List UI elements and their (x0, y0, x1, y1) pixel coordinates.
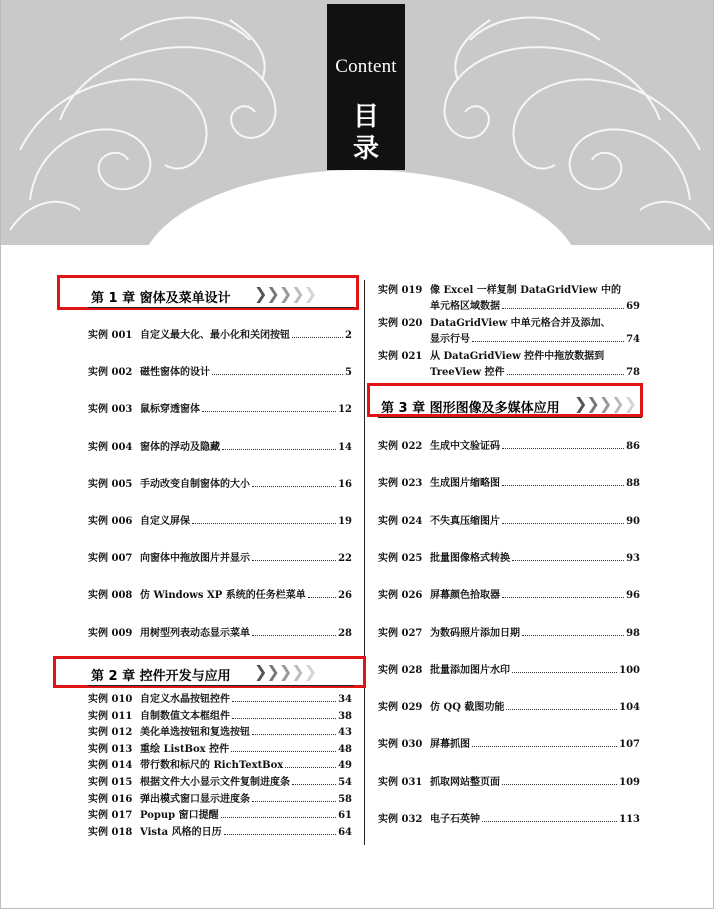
toc-entry[interactable] (88, 477, 352, 493)
entry-leader (502, 448, 624, 449)
entry-leader (192, 523, 336, 524)
entry-leader (308, 597, 336, 598)
chapter-1-rule (88, 307, 354, 308)
entry-number: 实例 013 (88, 743, 133, 755)
toc-entry[interactable] (88, 709, 352, 725)
toc-entry[interactable] (88, 725, 352, 741)
entry-page: 69 (626, 301, 640, 312)
entry-leader (252, 486, 336, 487)
entry-number: 实例 014 (88, 760, 133, 772)
entry-page: 104 (619, 702, 640, 714)
entry-number: 实例 030 (378, 739, 423, 751)
chapter-3-title: 第 3 章 图形图像及多媒体应用 (381, 401, 560, 416)
entry-title: 生成图片缩略图 (430, 478, 500, 490)
entry-number: 实例 021 (378, 351, 423, 362)
entry-number: 实例 017 (88, 810, 133, 822)
entry-title: 用树型列表动态显示菜单 (140, 627, 250, 639)
entry-title: 屏幕颜色拾取器 (430, 590, 500, 602)
entry-leader (502, 523, 624, 524)
entry-number: 实例 016 (88, 793, 133, 805)
entry-leader (507, 374, 624, 375)
chapter-2-heading[interactable] (88, 660, 354, 686)
entry-leader (212, 374, 343, 375)
toc-entry[interactable] (378, 476, 640, 492)
toc-entry[interactable] (378, 439, 640, 455)
entry-title: 根据文件大小显示文件复制进度条 (140, 777, 290, 788)
entry-title: 自制数值文本框组件 (140, 710, 230, 722)
toc-entry[interactable] (88, 825, 352, 841)
entry-page: 90 (626, 515, 640, 527)
entry-leader (202, 411, 336, 412)
entry-leader (502, 784, 617, 785)
entry-leader (252, 801, 336, 802)
entry-leader (221, 817, 336, 818)
entry-leader (472, 746, 617, 747)
title-chinese-2: 录 (352, 134, 379, 164)
toc-entry[interactable] (88, 514, 352, 530)
entry-title: 批量图像格式转换 (430, 552, 510, 564)
entry-page: 96 (626, 590, 640, 602)
toc-entry[interactable] (88, 758, 352, 774)
entry-number: 实例 004 (88, 441, 133, 453)
entry-page: 64 (338, 826, 352, 838)
toc-entry[interactable] (378, 737, 640, 753)
toc-entry[interactable] (378, 588, 640, 604)
entry-number: 实例 029 (378, 702, 423, 714)
toc-entry[interactable] (88, 692, 352, 708)
entry-leader (292, 784, 336, 785)
toc-entry[interactable] (378, 283, 640, 315)
entry-number: 实例 015 (88, 777, 133, 788)
entry-title-line-2: 单元格区域数据 (430, 301, 500, 312)
entry-number: 实例 005 (88, 478, 133, 490)
entry-page: 19 (338, 516, 352, 527)
entry-number: 实例 023 (378, 478, 423, 490)
entry-leader (502, 597, 624, 598)
toc-entry[interactable] (88, 808, 352, 824)
toc-entry[interactable] (88, 440, 352, 456)
header-banner (0, 0, 714, 245)
entry-page: 74 (626, 334, 640, 345)
chevrons-icon: ❯❯❯❯❯ (254, 284, 317, 303)
entry-title-line-2: TreeView 控件 (430, 367, 505, 378)
entry-leader (252, 560, 336, 561)
entry-number: 实例 012 (88, 727, 133, 739)
toc-entry[interactable] (88, 775, 352, 791)
toc-entry[interactable] (88, 626, 352, 642)
entry-number: 实例 006 (88, 516, 133, 527)
toc-entry[interactable] (378, 626, 640, 642)
entry-page: 93 (626, 552, 640, 564)
entry-title: 自定义屏保 (140, 516, 190, 527)
entry-page: 113 (619, 814, 640, 825)
entry-page: 58 (338, 793, 352, 805)
entry-leader (472, 341, 624, 342)
entry-leader (512, 560, 624, 561)
entry-page: 48 (338, 743, 352, 755)
entry-leader (252, 635, 336, 636)
title-block (327, 4, 405, 170)
entry-title: 带行数和标尺的 RichTextBox (140, 760, 284, 772)
entry-page: 54 (338, 777, 352, 788)
chevrons-icon: ❯❯❯❯❯ (254, 662, 317, 681)
title-english: Content (335, 56, 397, 77)
entry-page: 16 (338, 478, 352, 490)
entry-page: 2 (345, 330, 352, 341)
entry-number: 实例 026 (378, 590, 423, 602)
entry-leader (522, 635, 624, 636)
toc-entry[interactable] (88, 792, 352, 808)
entry-number: 实例 002 (88, 367, 133, 379)
entry-number: 实例 011 (88, 710, 133, 722)
column-divider (364, 280, 365, 845)
entry-leader (231, 751, 336, 752)
entry-title: 鼠标穿透窗体 (140, 404, 200, 416)
entry-title: 屏幕抓图 (430, 739, 470, 751)
entry-number: 实例 010 (88, 694, 133, 705)
entry-number: 实例 009 (88, 627, 133, 639)
entry-leader (512, 672, 617, 673)
toc-entry[interactable] (88, 551, 352, 567)
entry-leader (232, 718, 336, 719)
entry-number: 实例 001 (88, 330, 133, 341)
entry-number: 实例 020 (378, 318, 423, 329)
entry-leader (506, 709, 617, 710)
entry-page: 107 (619, 739, 640, 751)
entry-title-line-1: 像 Excel 一样复制 DataGridView 中的 (430, 285, 621, 296)
entry-number: 实例 008 (88, 590, 133, 602)
entry-title: Vista 风格的日历 (140, 826, 222, 838)
entry-page: 61 (338, 810, 352, 822)
entry-title: 自定义水晶按钮控件 (140, 694, 230, 705)
entry-leader (252, 734, 336, 735)
entry-title: 为数码照片添加日期 (430, 627, 520, 639)
entry-title: 仿 QQ 截图功能 (430, 702, 505, 714)
entry-number: 实例 022 (378, 441, 423, 452)
toc-entry[interactable] (88, 402, 352, 418)
entry-title: 重绘 ListBox 控件 (140, 743, 230, 755)
chapter-1-title: 第 1 章 窗体及菜单设计 (91, 291, 231, 306)
chapter-2-title: 第 2 章 控件开发与应用 (91, 669, 231, 684)
entry-page: 38 (338, 710, 352, 722)
page-edge-left (0, 0, 1, 909)
entry-number: 实例 018 (88, 826, 133, 838)
entry-number: 实例 028 (378, 664, 423, 676)
entry-leader (232, 701, 336, 702)
entry-title: 不失真压缩图片 (430, 515, 500, 527)
entry-page: 22 (338, 553, 352, 565)
entry-number: 实例 007 (88, 553, 133, 565)
chapter-1-heading[interactable] (88, 282, 354, 308)
entry-number: 实例 025 (378, 552, 423, 564)
entry-title: 生成中文验证码 (430, 441, 500, 452)
entry-title: 磁性窗体的设计 (140, 367, 210, 379)
entry-page: 109 (619, 776, 640, 788)
toc-entry[interactable] (378, 349, 640, 381)
entry-page: 26 (338, 590, 352, 602)
entry-page: 49 (338, 760, 352, 772)
entry-page: 34 (338, 694, 352, 705)
entry-title-line-1: DataGridView 中单元格合并及添加、 (430, 318, 611, 329)
entry-page: 78 (626, 367, 640, 378)
entry-title: 抓取网站整页面 (430, 776, 500, 788)
entry-page: 100 (619, 664, 640, 676)
toc-entry[interactable] (378, 663, 640, 679)
entry-title-line-2: 显示行号 (430, 334, 470, 345)
toc-entry[interactable] (88, 742, 352, 758)
entry-number: 实例 024 (378, 515, 423, 527)
toc-entry[interactable] (88, 328, 352, 344)
entry-title: 窗体的浮动及隐藏 (140, 441, 220, 453)
entry-page: 5 (345, 367, 352, 379)
chevrons-icon: ❯❯❯❯❯ (574, 394, 637, 413)
toc-entry[interactable] (378, 775, 640, 791)
chapter-3-rule (378, 417, 642, 418)
toc-entry[interactable] (88, 365, 352, 381)
chapter-3-heading[interactable] (378, 392, 642, 418)
entry-page: 98 (626, 627, 640, 639)
entry-title: 电子石英钟 (430, 814, 480, 825)
entry-page: 14 (338, 441, 352, 453)
entry-title: 自定义最大化、最小化和关闭按钮 (140, 330, 290, 341)
entry-number: 实例 019 (378, 285, 423, 296)
entry-page: 28 (338, 627, 352, 639)
entry-title: 手动改变自制窗体的大小 (140, 478, 250, 490)
toc-entry[interactable] (378, 514, 640, 530)
entry-leader (502, 485, 624, 486)
entry-title: 美化单选按钮和复选按钮 (140, 727, 250, 739)
toc-entry[interactable] (378, 551, 640, 567)
entry-number: 实例 003 (88, 404, 133, 416)
entry-leader (222, 449, 336, 450)
entry-title: 批量添加图片水印 (430, 664, 510, 676)
entry-title: 弹出模式窗口显示进度条 (140, 793, 250, 805)
entry-title: 向窗体中拖放图片并显示 (140, 553, 250, 565)
entry-page: 88 (626, 478, 640, 490)
entry-number: 实例 032 (378, 814, 423, 825)
chapter-2-rule (88, 685, 354, 686)
toc-entry[interactable] (88, 588, 352, 604)
toc-entry[interactable] (378, 316, 640, 348)
toc-entry[interactable] (378, 812, 640, 828)
entry-leader (285, 767, 336, 768)
entry-number: 实例 031 (378, 776, 423, 788)
entry-page: 43 (338, 727, 352, 739)
entry-title: 仿 Windows XP 系统的任务栏菜单 (140, 590, 306, 602)
entry-leader (224, 834, 336, 835)
entry-title-line-1: 从 DataGridView 控件中拖放数据到 (430, 351, 605, 362)
entry-leader (482, 821, 617, 822)
title-chinese-1: 目 (352, 102, 379, 132)
entry-page: 12 (338, 404, 352, 416)
entry-number: 实例 027 (378, 627, 423, 639)
entry-leader (502, 308, 624, 309)
entry-page: 86 (626, 441, 640, 452)
entry-leader (292, 337, 343, 338)
entry-title: Popup 窗口提醒 (140, 810, 219, 822)
toc-entry[interactable] (378, 700, 640, 716)
